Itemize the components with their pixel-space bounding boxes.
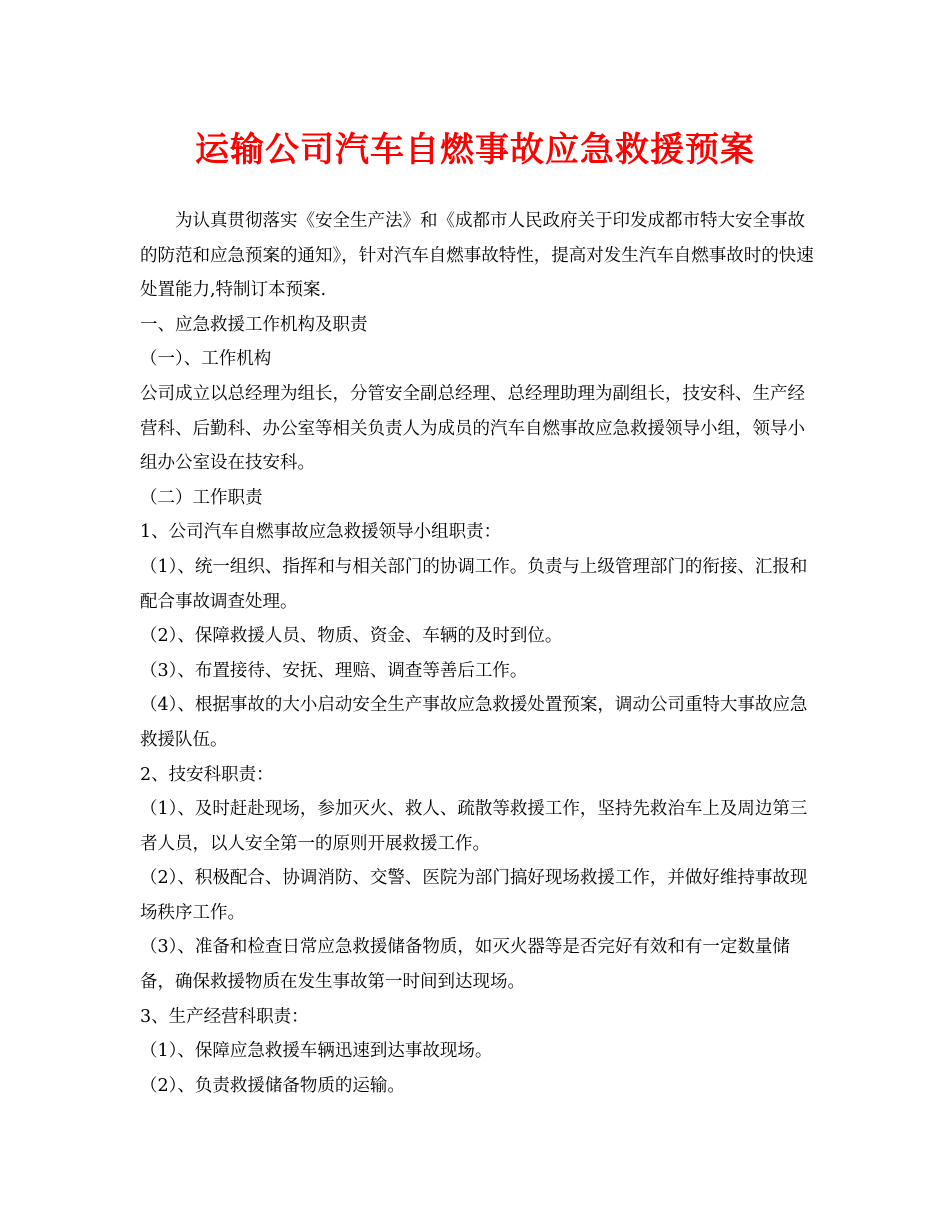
duty-item: （1）、保障应急救援车辆迅速到达事故现场。 bbox=[140, 1041, 493, 1062]
duty-item: （2）、积极配合、协调消防、交警、医院为部门搞好现场救援工作，并做好维持事故现场秩序工作。 bbox=[140, 868, 808, 923]
document-body bbox=[140, 204, 820, 1103]
duty-item: （2）、负责救援储备物质的运输。 bbox=[140, 1075, 405, 1096]
duty-heading-operations-dept: 3、生产经营科职责： bbox=[140, 1006, 309, 1027]
duty-item: （3）、布置接待、安抚、理赔、调查等善后工作。 bbox=[140, 660, 528, 681]
organization-paragraph: 公司成立以总经理为组长，分管安全副总经理、总经理助理为副组长，技安科、生产经营科、后勤科、办公室等相关负责人为成员的汽车自燃事故应急救援领导小组，领导小组办公室设在技安科。 bbox=[140, 383, 805, 474]
duty-heading-leadership-group: 1、公司汽车自燃事故应急救援领导小组职责： bbox=[140, 522, 502, 543]
document-title: 运输公司汽车自燃事故应急救援预案 bbox=[195, 130, 755, 170]
duty-item: （3）、准备和检查日常应急救援储备物质，如灭火器等是否完好有效和有一定数量储备，确保救援物质在发生事故第一时间到达现场。 bbox=[140, 937, 790, 993]
duty-item: （4）、根据事故的大小启动安全生产事故应急救援处置预案，调动公司重特大事故应急救援队伍。 bbox=[140, 695, 808, 750]
section-heading-1: 一、应急救援工作机构及职责 bbox=[140, 314, 368, 335]
duty-heading-safety-dept: 2、技安科职责： bbox=[140, 764, 274, 785]
duty-item: （1）、统一组织、指挥和与相关部门的协调工作。负责与上级管理部门的衔接、汇报和配合事故调查处理。 bbox=[140, 556, 808, 612]
duty-item: （1）、及时赶赴现场，参加灭火、救人、疏散等救援工作，坚持先救治车上及周边第三者人员，以人安全第一的原则开展救援工作。 bbox=[140, 799, 808, 854]
subsection-heading-organization: （一）、工作机构 bbox=[140, 349, 272, 370]
duty-item: （2）、保障救援人员、物质、资金、车辆的及时到位。 bbox=[140, 626, 563, 647]
intro-paragraph: 为认真贯彻落实《安全生产法》和《成都市人民政府关于印发成都市特大安全事故的防范和应急预案的通知》，针对汽车自燃事故特性，提高对发生汽车自燃事故时的快速处置能力,特制订本预案. bbox=[140, 211, 814, 301]
subsection-heading-duties: （二）工作职责 bbox=[140, 487, 263, 508]
